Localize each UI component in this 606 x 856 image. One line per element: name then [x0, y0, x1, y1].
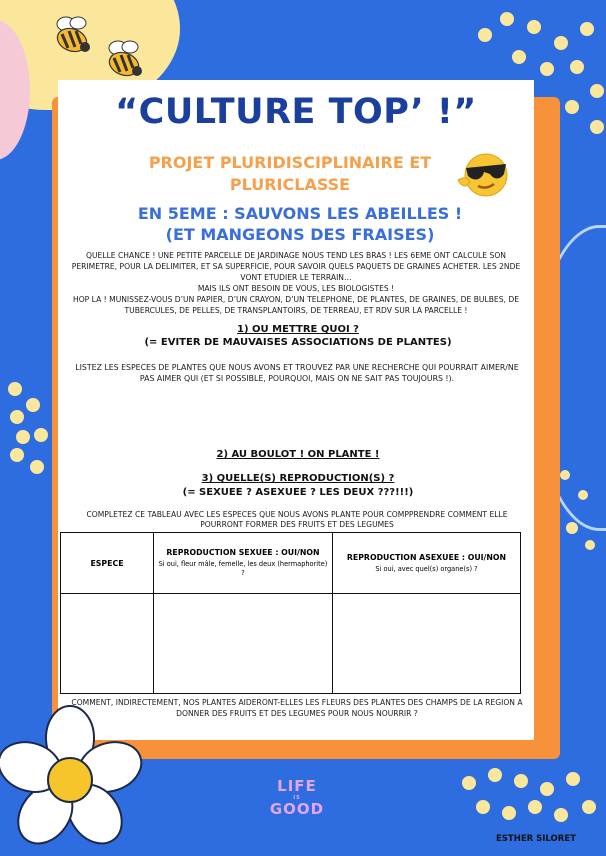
table-header-espece: ESPECE	[61, 533, 154, 594]
project-subtitle-line2: PLURICLASSE	[229, 175, 351, 194]
table-row	[61, 594, 521, 694]
daisy-flower-icon	[0, 700, 150, 856]
intro-paragraph-1: QUELLE CHANCE ! UNE PETITE PARCELLE DE JARDINAGE NOUS TEND LES BRAS ! LES 6EME ONT CALCULE SON PERIMETRE, POUR LA DELIMITER, ET SA SUPERFICIE, POUR SAVOIR QUELS PAQUETS DE GRAINES ACHETER. LES 2NDE VONT ETUDIER LE TERRAIN…	[71, 251, 521, 282]
table-cell-asexuee[interactable]	[333, 594, 521, 694]
class-subtitle-line1: EN 5EME : SAUVONS LES ABEILLES !	[137, 204, 463, 223]
bee-icon	[100, 38, 150, 82]
class-subtitle	[90, 203, 510, 245]
table-header-asexuee: REPRODUCTION ASEXUEE : OUI/NON Si oui, avec quel(s) organe(s) ?	[333, 533, 521, 594]
table-cell-sexuee[interactable]	[154, 594, 333, 694]
class-subtitle-line2: (ET MANGEONS DES FRAISES)	[165, 225, 435, 244]
bee-icon	[48, 14, 98, 58]
page-title: “CULTURE TOP’ !”	[115, 92, 477, 132]
project-subtitle	[130, 152, 450, 196]
project-subtitle-line1: PROJET PLURIDISCIPLINAIRE ET	[148, 153, 432, 172]
section-3-subtitle: (= SEXUEE ? ASEXUEE ? LES DEUX ???!!!)	[182, 487, 414, 498]
intro-paragraph-2: MAIS ILS ONT BESOIN DE VOUS, LES BIOLOGISTES !	[197, 284, 395, 293]
intro-paragraph-3: HOP LA ! MUNISSEZ-VOUS D’UN PAPIER, D’UN CRAYON, D’UN TELEPHONE, DE PLANTES, DE GRAINES, DE BULBES, DE TUBERCULES, DE PELLES, DE TRANSPLANTOIRS, DE TERREAU, ET RDV SUR LA PARCELLE !	[72, 295, 520, 315]
section-1-heading	[70, 323, 526, 349]
section-3-title: 3) QUELLE(S) REPRODUCTION(S) ?	[201, 473, 395, 484]
life-is-good-logo: LIFE IS GOOD	[269, 777, 325, 818]
section-1-title: 1) OU METTRE QUOI ?	[237, 324, 359, 335]
author-name: ESTHER SILORET	[496, 834, 576, 844]
section-2-heading: 2) AU BOULOT ! ON PLANTE !	[216, 449, 380, 460]
section-1-instructions: LISTEZ LES ESPECES DE PLANTES QUE NOUS AVONS ET TROUVEZ PAR UNE RECHERCHE QUI POURRAIT AIMER/NE PAS AIMER QUI (ET SI POSSIBLE, POURQUOI, MAIS ON NE SAIT PAS TOUJOURS !).	[75, 363, 519, 383]
reproduction-table	[60, 532, 521, 694]
final-question: COMMENT, INDIRECTEMENT, NOS PLANTES AIDERONT-ELLES LES FLEURS DES PLANTES DES CHAMPS DE LA REGION A DONNER DES FRUITS ET DES LEGUMES POUR NOUS NOURRIR ?	[71, 698, 523, 718]
section-3-instructions: COMPLETEZ CE TABLEAU AVEC LES ESPECES QUE NOUS AVONS PLANTE POUR COMPPRENDRE COMMENT ELLE POURRONT FORMER DES FRUITS ET DES LEGUMES	[86, 510, 508, 529]
section-1-subtitle: (= EVITER DE MAUVAISES ASSOCIATIONS DE PLANTES)	[144, 337, 452, 348]
table-cell-espece[interactable]	[61, 594, 154, 694]
section-3-heading	[70, 472, 526, 500]
table-header-sexuee: REPRODUCTION SEXUEE : OUI/NON Si oui, fleur mâle, femelle, les deux (hermaphorite) ?	[154, 533, 333, 594]
sunglasses-emoji-icon	[454, 150, 512, 198]
intro-text	[68, 250, 524, 316]
